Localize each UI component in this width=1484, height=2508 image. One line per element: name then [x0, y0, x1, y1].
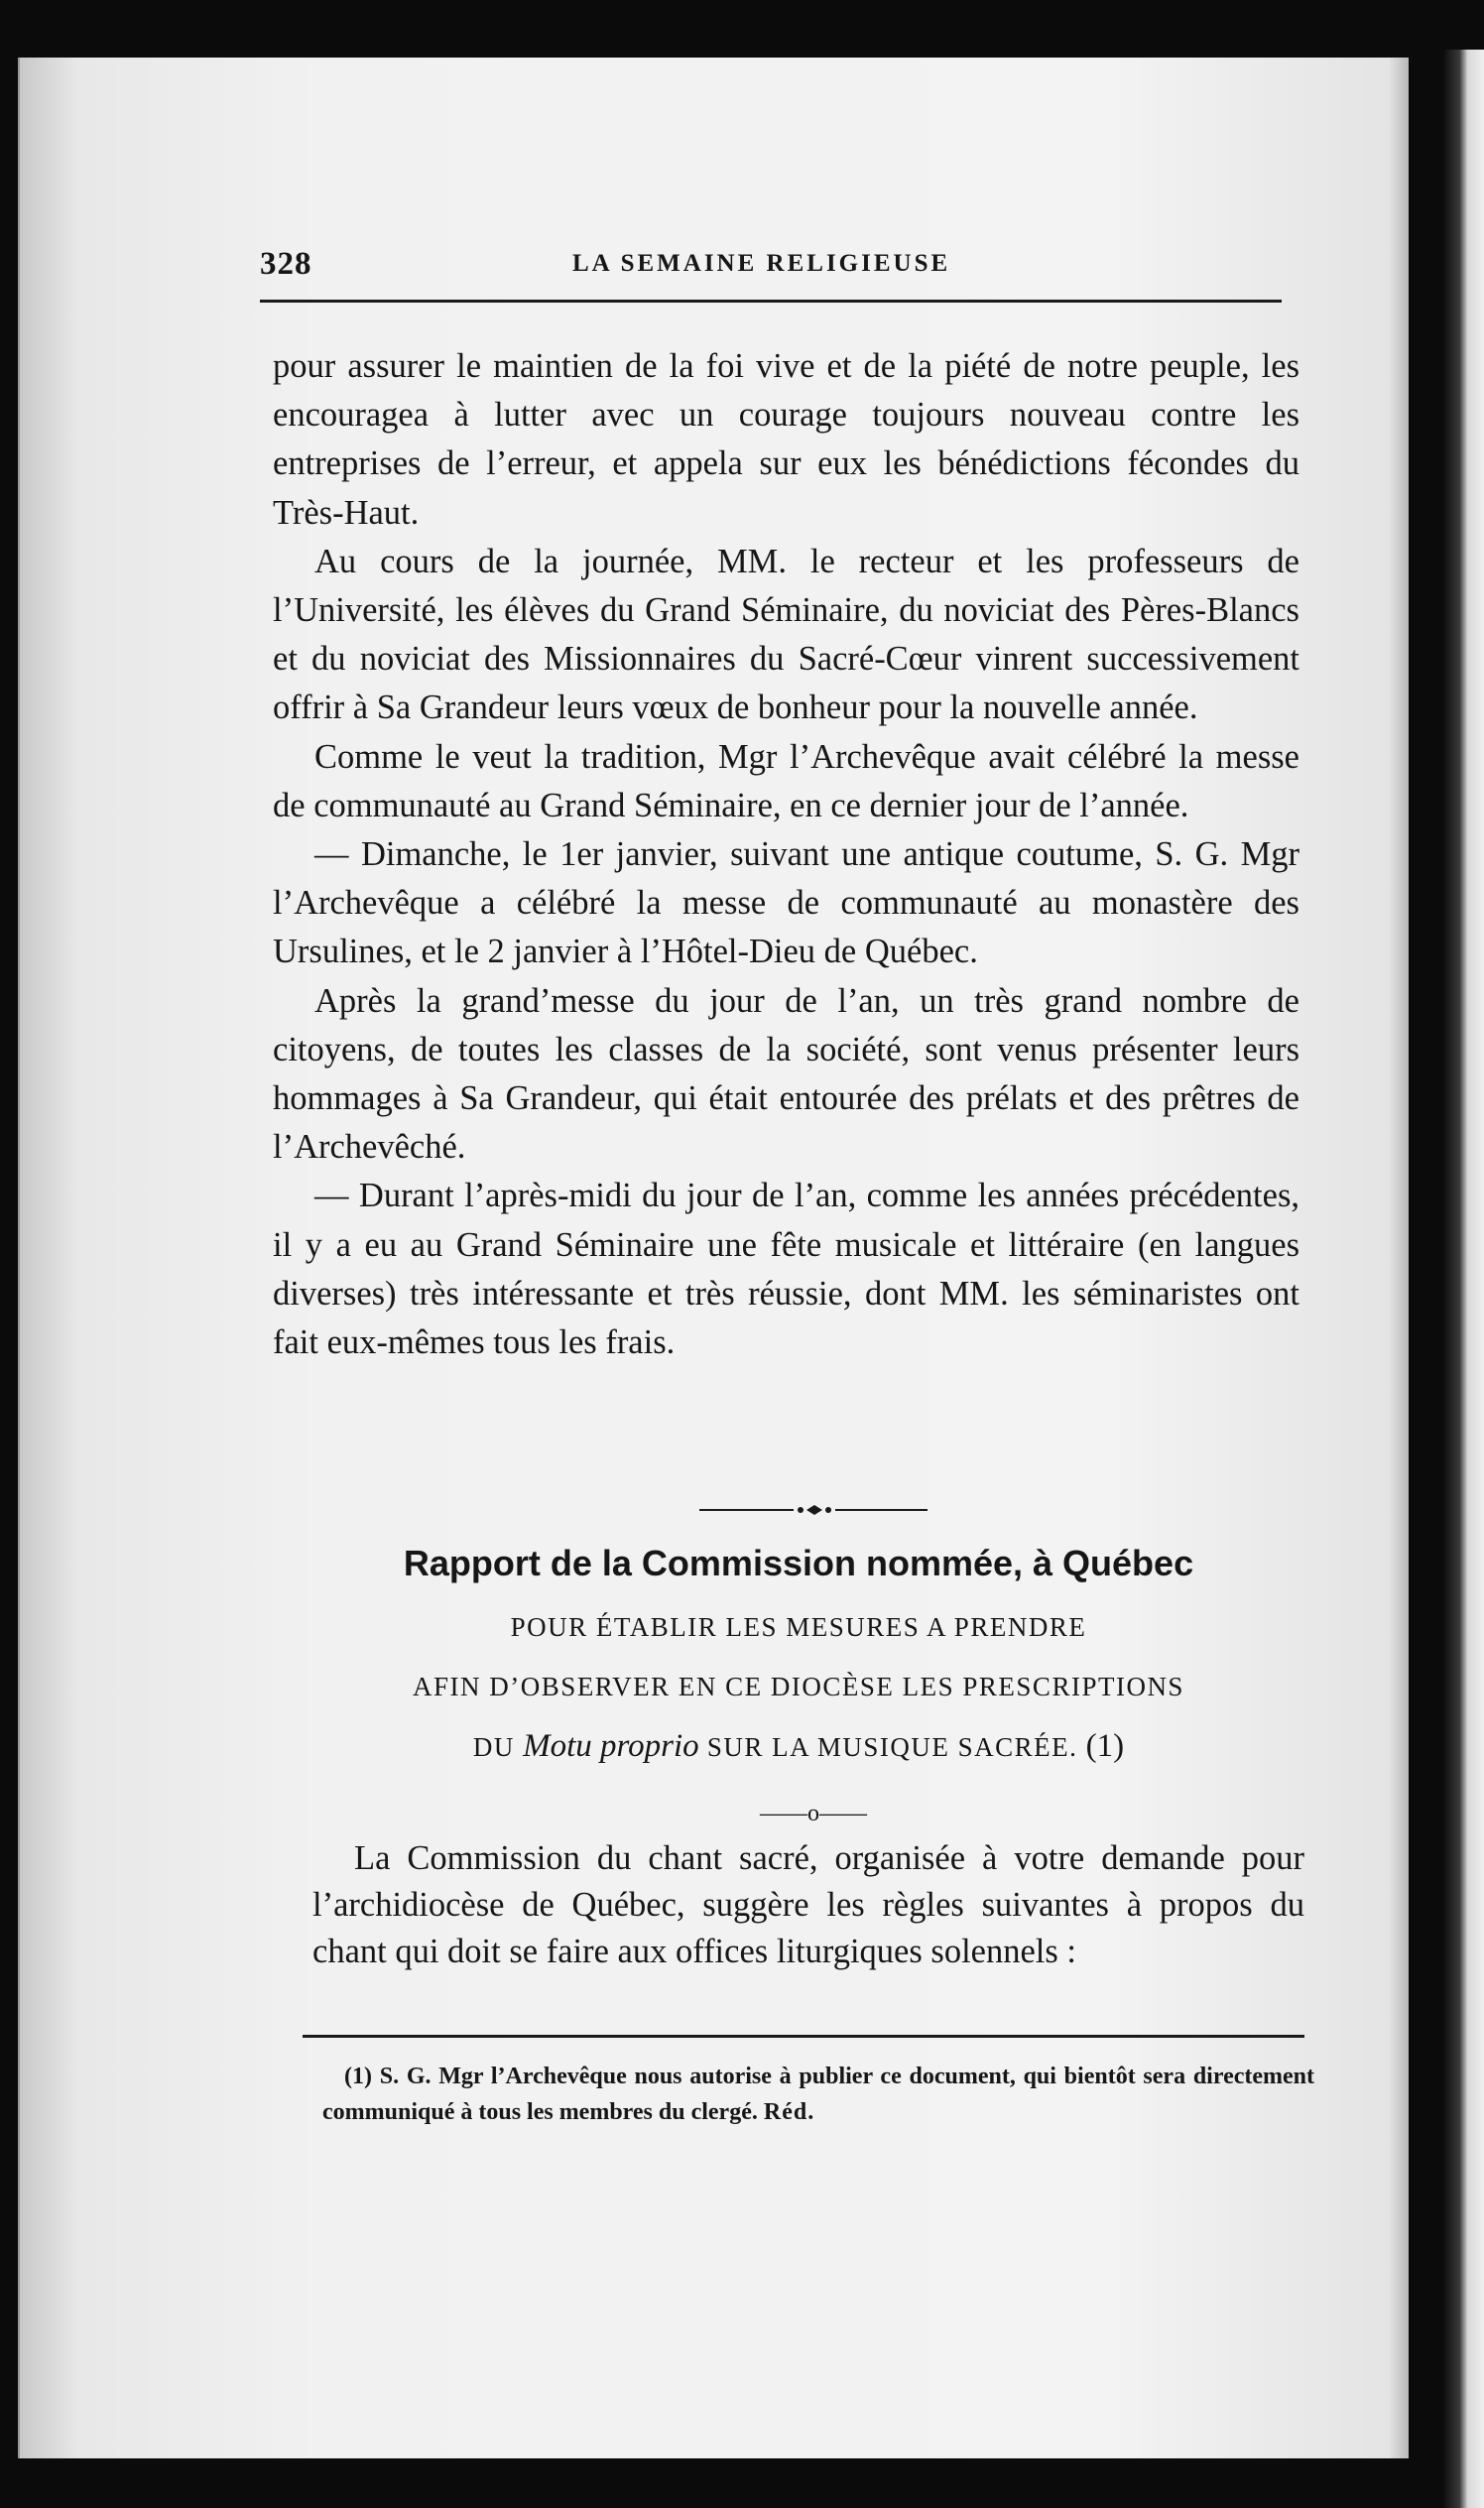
paragraph: Après la grand’messe du jour de l’an, un très grand nombre de citoyens, de toutes les classes de la société, sont venus présenter leurs hommages à Sa Grandeur, qui était entourée des prélats et des prêtres de l’Archevêché.: [273, 981, 1299, 1167]
footnote: [322, 2059, 1314, 2130]
subtitle-prefix: DU: [472, 1732, 524, 1762]
article-body: [273, 342, 1299, 1367]
paragraph: pour assurer le maintien de la foi vive et de la piété de notre peuple, les encouragea à lutter avec un courage toujours nouveau contre les entreprises de l’erreur, et appela sur eux les bénédictions fécondes du Très-Haut.: [273, 347, 1299, 532]
subtitle-suffix: SUR LA MUSIQUE SACRÉE.: [698, 1732, 1078, 1762]
report-body: [312, 1835, 1304, 1975]
running-header: [260, 240, 1282, 300]
ornament-divider: [699, 1500, 928, 1520]
header-rule: [260, 300, 1282, 303]
paragraph: La Commission du chant sacré, organisée à votre demande pour l’archidiocèse de Québec, suggère les règles suivantes à propos du chant qui doit se faire aux offices liturgiques solennels :: [312, 1839, 1304, 1970]
footnote-text: (1) S. G. Mgr l’Archevêque nous autorise à publier ce document, qui bientôt sera directement communiqué à tous les membres du clergé.: [322, 2064, 1314, 2125]
running-title: LA SEMAINE RELIGIEUSE: [572, 250, 951, 277]
paragraph: — Durant l’après-midi du jour de l’an, comme les années précédentes, il y a eu au Grand Séminaire une fête musicale et littéraire (en langues diverses) très intéressante et très réussie, dont MM. les séminaristes ont fait eux-mêmes tous les frais.: [273, 1177, 1299, 1362]
footnote-rule: [303, 2035, 1304, 2038]
paragraph: — Dimanche, le 1er janvier, suivant une antique coutume, S. G. Mgr l’Archevêque a célébré la messe de communauté au monastère des Ursulines, et le 2 janvier à l’Hôtel-Dieu de Québec.: [273, 835, 1299, 971]
section-subtitle-line: POUR ÉTABLIR LES MESURES A PRENDRE: [510, 1612, 1087, 1642]
subtitle-italic: Motu proprio: [523, 1728, 699, 1764]
paragraph: Comme le veut la tradition, Mgr l’Archevêque avait célébré la messe de communauté au Grand Séminaire, en ce dernier jour de l’année.: [273, 737, 1299, 824]
footnote-signature: Réd.: [763, 2099, 815, 2125]
footnote-ref: (1): [1077, 1728, 1125, 1764]
paragraph: Au cours de la journée, MM. le recteur et les professeurs de l’Université, les élèves du Grand Séminaire, du noviciat des Pères-Blancs et du noviciat des Missionnaires du Sacré-Cœur vinrent successivement offrir à Sa Grandeur leurs vœux de bonheur pour la nouvelle année.: [273, 542, 1299, 727]
section-subtitle-line: [298, 1728, 1299, 1765]
section-title: Rapport de la Commission nommée, à Québec: [403, 1543, 1194, 1583]
page-number: 328: [260, 246, 312, 282]
small-divider: ——o——: [760, 1801, 867, 1826]
section-subtitle-line: AFIN D’OBSERVER EN CE DIOCÈSE LES PRESCRIPTIONS: [413, 1672, 1184, 1701]
film-edge: [1443, 50, 1484, 2508]
